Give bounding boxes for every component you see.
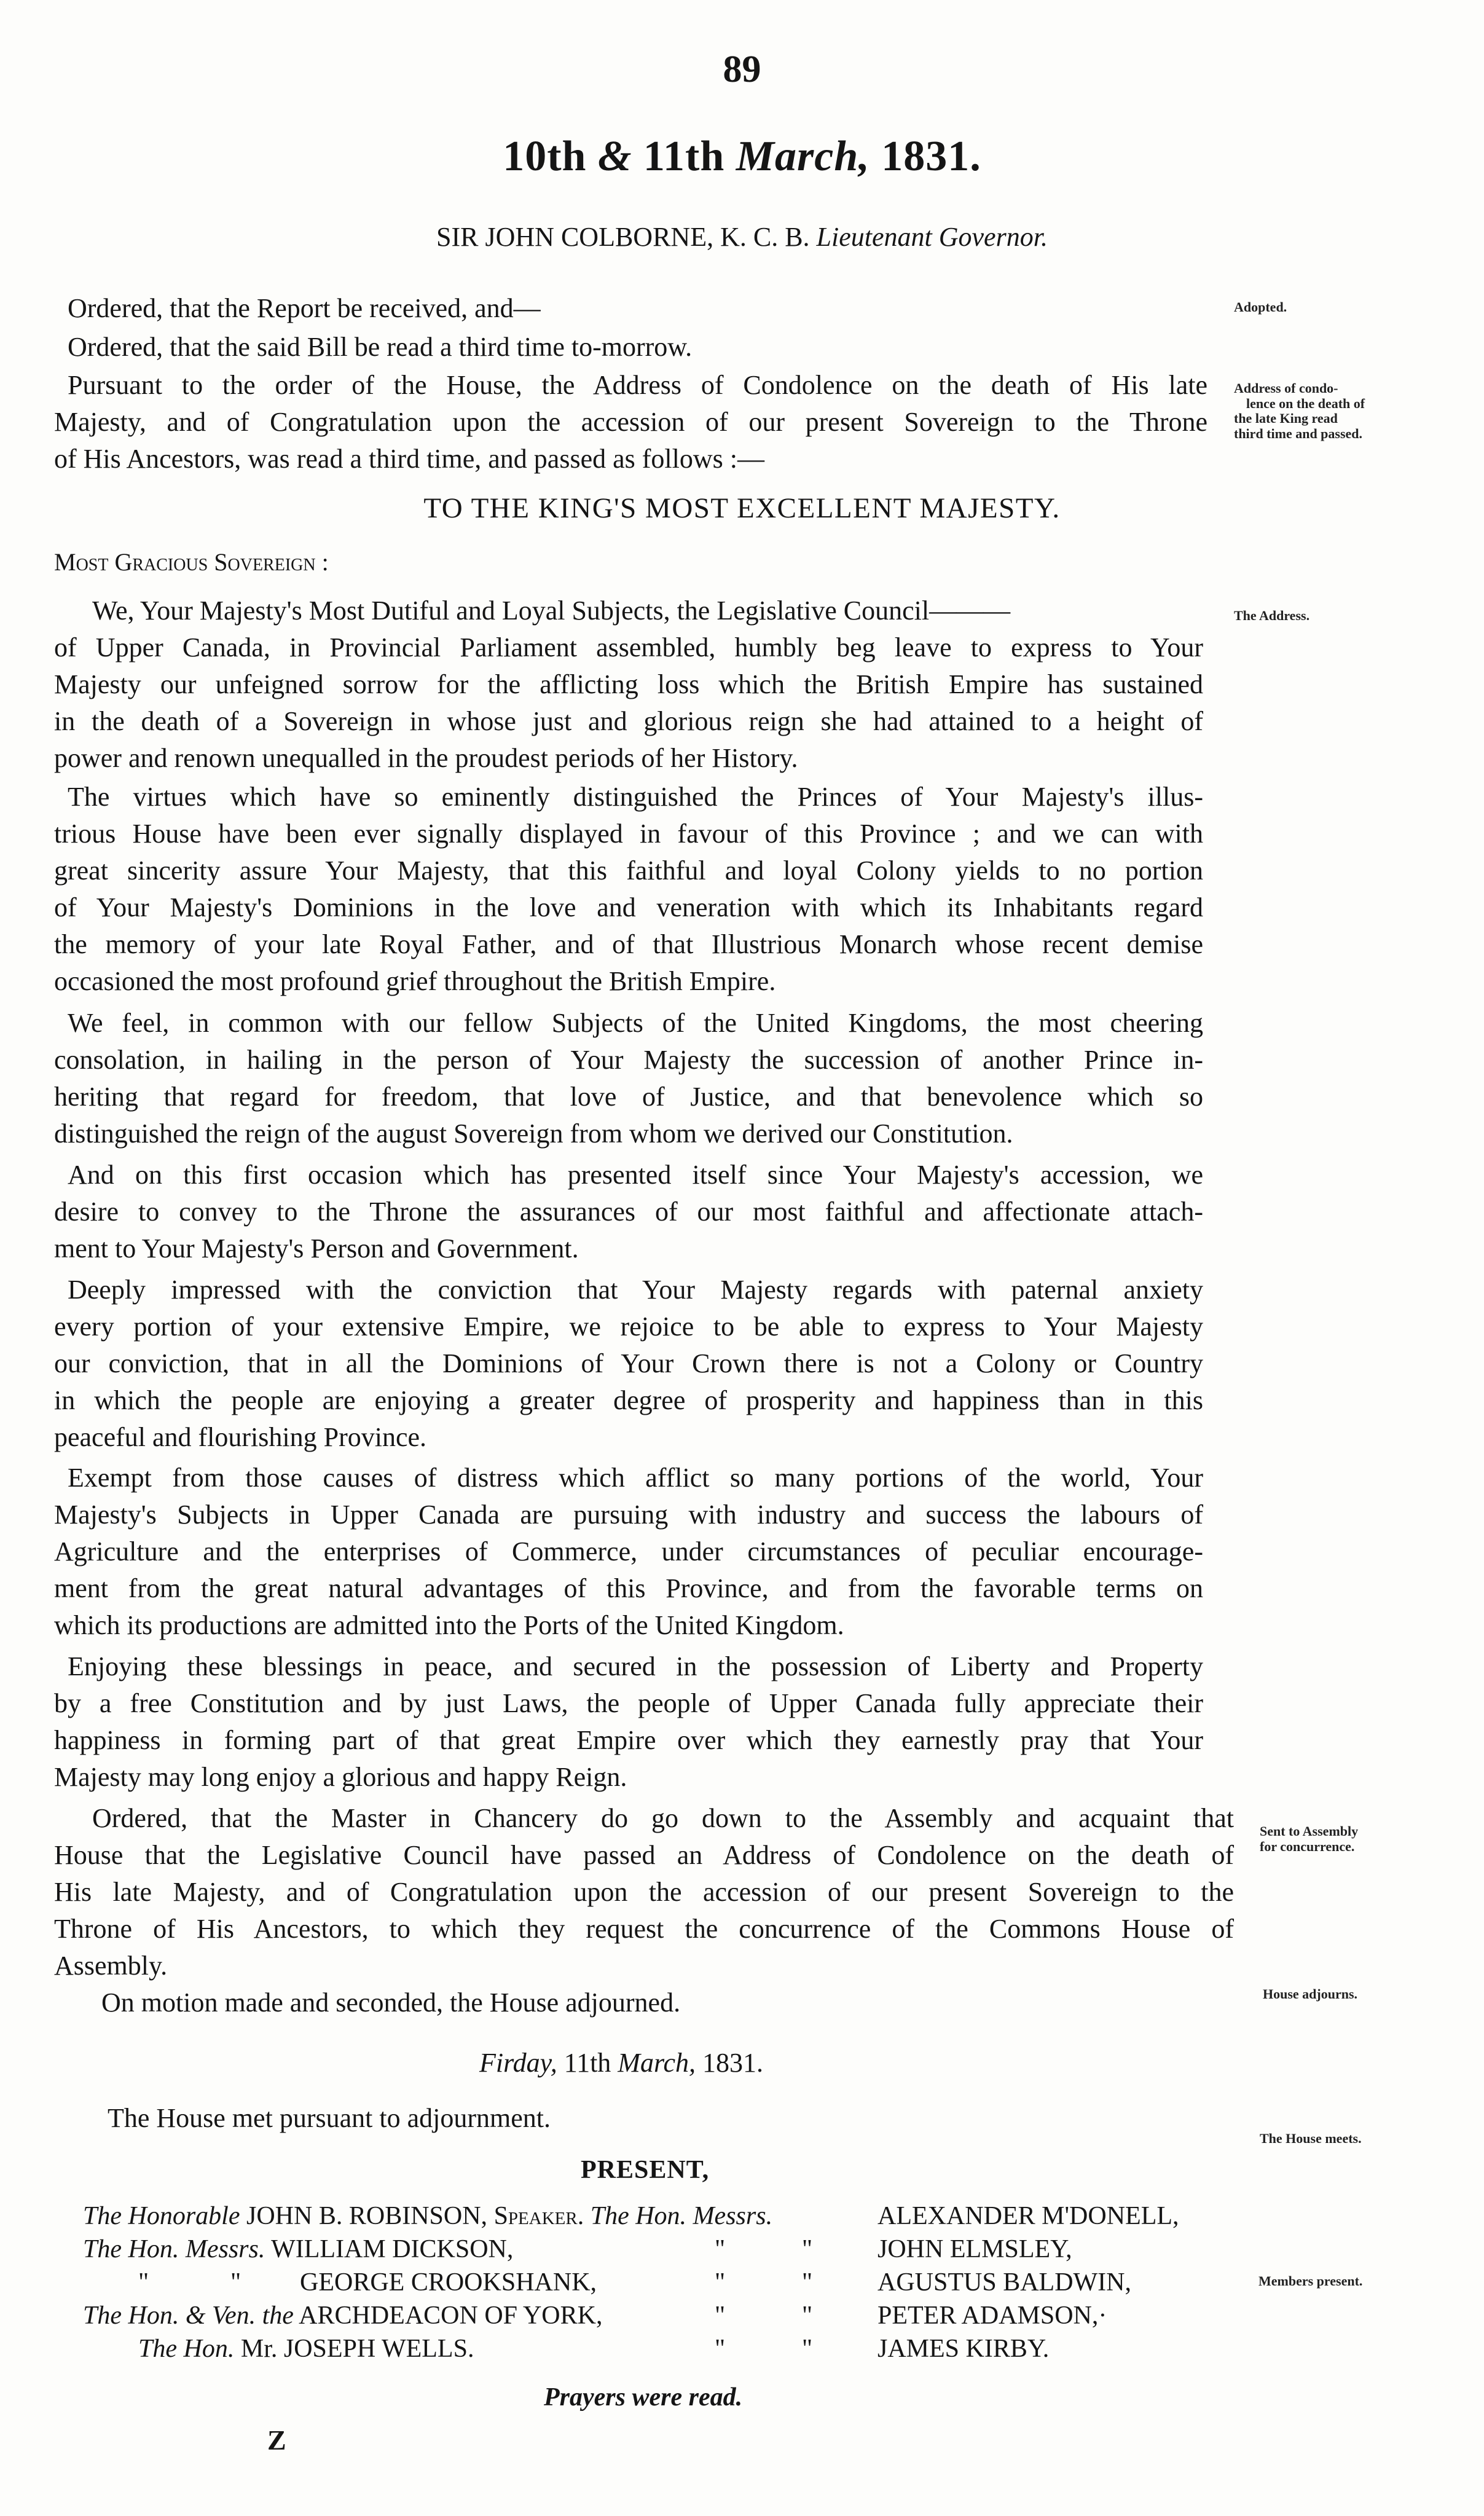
para6-line: Majesty's Subjects in Upper Canada are pursuing with industry and success the labours of [54, 1500, 1203, 1530]
ditto-mark: " [802, 2335, 813, 2363]
para7-line: Majesty may long enjoy a glorious and happy Reign. [54, 1762, 627, 1792]
margin-line: Sent to Assembly [1260, 1823, 1359, 1839]
member-prefix: Messrs. [185, 2235, 265, 2263]
margin-the-address: The Address. [1234, 608, 1310, 623]
member-right-3: AGUSTUS BALDWIN, [877, 2268, 1131, 2297]
governor-title: Lieutenant Governor. [816, 222, 1048, 252]
member-row-2 [83, 2235, 513, 2264]
member-row-1 [83, 2201, 772, 2231]
para7-line: by a free Constitution and by just Laws, the people of Upper Canada fully appreciate their [54, 1688, 1203, 1718]
adjourned-line: On motion made and seconded, the House adjourned. [101, 1987, 681, 2018]
speaker-label: Speaker. [493, 2202, 584, 2230]
para2-line: great sincerity assure Your Majesty, that this faithful and loyal Colony yields to no portion [54, 855, 1203, 886]
member-name: WILLIAM DICKSON, [271, 2235, 514, 2263]
member-prefix: Messrs. [693, 2202, 773, 2230]
ditto-mark: " [715, 2268, 726, 2297]
para4-line: And on this first occasion which has presented itself since Your Majesty's accession, we [68, 1160, 1203, 1190]
house-met-line: The House met pursuant to adjournment. [108, 2103, 551, 2133]
member-prefix: The Hon. & Ven. the [83, 2302, 294, 2330]
member-prefix: The Honorable [83, 2202, 240, 2230]
para3-line: heriting that regard for freedom, that love of Justice, and that benevolence which so [54, 1082, 1203, 1112]
pursuant-line-2: Majesty, and of Congratulation upon the accession of our present Sovereign to the Throne [54, 407, 1207, 437]
member-prefix: The Hon. [590, 2202, 687, 2230]
ditto-mark: " [138, 2268, 149, 2297]
prayers-line: Prayers were read. [544, 2383, 743, 2412]
member-row-5 [138, 2334, 474, 2364]
para4-line: desire to convey to the Throne the assurances of our most faithful and affectionate attach- [54, 1197, 1203, 1227]
ditto-mark: " [802, 2268, 813, 2297]
margin-house-adjourns: House adjourns. [1263, 1986, 1358, 2002]
para8-line: Ordered, that the Master in Chancery do go down to the Assembly and acquaint that [92, 1803, 1234, 1833]
para7-line: Enjoying these blessings in peace, and secured in the possession of Liberty and Property [68, 1651, 1203, 1681]
member-prefix: The Hon. [138, 2335, 235, 2363]
margin-members-present: Members present. [1258, 2273, 1363, 2289]
para5-line: every portion of your extensive Empire, we rejoice to be able to express to Your Majesty [54, 1311, 1203, 1342]
member-right-2: JOHN ELMSLEY, [877, 2235, 1072, 2263]
member-row-3: GEORGE CROOKSHANK, [300, 2268, 597, 2297]
para1-line: in the death of a Sovereign in whose just and glorious reign she had attained to a height of [54, 706, 1203, 736]
heading-month: March, [736, 133, 870, 180]
ditto-mark: " [715, 2335, 726, 2363]
second-date [479, 2050, 763, 2077]
member-right-1: ALEXANDER M'DONELL, [877, 2202, 1179, 2230]
pursuant-line-1: Pursuant to the order of the House, the Address of Condolence on the death of His late [68, 370, 1207, 400]
heading-year: 1831. [881, 133, 981, 180]
ditto-mark: " [802, 2302, 813, 2330]
member-name: JOHN B. ROBINSON, [246, 2202, 488, 2230]
para3-line: We feel, in common with our fellow Subjects of the United Kingdoms, the most cheering [68, 1008, 1203, 1038]
date2-day: Firday, [479, 2048, 557, 2078]
para6-line: Exempt from those causes of distress which afflict so many portions of the world, Your [68, 1463, 1203, 1493]
ditto-mark: " [715, 2235, 726, 2263]
pursuant-line-3: of His Ancestors, was read a third time, and passed as follows :— [54, 444, 764, 474]
governor-line [0, 221, 1484, 253]
para1-line: power and renown unequalled in the proudest periods of her History. [54, 743, 798, 773]
page-number: 89 [723, 49, 761, 90]
signature-mark: Z [267, 2424, 286, 2456]
margin-house-meets: The House meets. [1260, 2131, 1362, 2146]
para8-line: His late Majesty, and of Congratulation upon the accession of our present Sovereign to the [54, 1877, 1234, 1907]
para2-line: The virtues which have so eminently distinguished the Princes of Your Majesty's illus- [68, 782, 1203, 812]
para8-line: Assembly. [54, 1951, 168, 1981]
para2-line: the memory of your late Royal Father, and of that Illustrious Monarch whose recent demise [54, 929, 1203, 959]
member-name: Mr. JOSEPH WELLS. [240, 2335, 474, 2363]
governor-name: SIR JOHN COLBORNE, K. C. B. [436, 222, 810, 252]
salutation: Most Gracious Sovereign : [54, 548, 329, 576]
member-right-5: JAMES KIRBY. [877, 2335, 1050, 2363]
order-report: Ordered, that the Report be received, and— [68, 293, 541, 323]
margin-line: third time and passed. [1234, 425, 1363, 441]
heading-amp: & [597, 133, 632, 180]
para5-line: peaceful and flourishing Province. [54, 1422, 427, 1452]
para2-line: occasioned the most profound grief throughout the British Empire. [54, 966, 776, 996]
margin-sent-assembly [1260, 1824, 1358, 1854]
para3-line: distinguished the reign of the august Sovereign from whom we derived our Constitution. [54, 1118, 1013, 1149]
para4-line: ment to Your Majesty's Person and Government. [54, 1233, 579, 1264]
member-name: ARCHDEACON OF YORK, [299, 2302, 603, 2330]
member-right-4: PETER ADAMSON,· [877, 2302, 1107, 2330]
member-prefix: The Hon. [83, 2235, 179, 2263]
member-row-4 [83, 2301, 602, 2330]
ditto-mark: " [802, 2235, 813, 2263]
ditto-mark: " [715, 2302, 726, 2330]
date2-month: March, [618, 2048, 696, 2078]
date2-year: 1831. [702, 2048, 763, 2078]
margin-address-condolence [1234, 381, 1412, 442]
para3-line: consolation, in hailing in the person of Your Majesty the succession of another Prince in- [54, 1045, 1203, 1075]
ditto-mark: " [230, 2268, 241, 2297]
address-title: TO THE KING'S MOST EXCELLENT MAJESTY. [423, 492, 1061, 524]
heading-day1: 10th [503, 133, 587, 180]
date2-num: 11th [563, 2048, 611, 2078]
para1-line: of Upper Canada, in Provincial Parliament assembled, humbly beg leave to express to Your [54, 632, 1203, 662]
para2-line: of Your Majesty's Dominions in the love and veneration with which its Inhabitants regard [54, 892, 1203, 922]
para1-line: Majesty our unfeigned sorrow for the afflicting loss which the British Empire has sustained [54, 669, 1203, 699]
para6-line: Agriculture and the enterprises of Commerce, under circumstances of peculiar encourage- [54, 1536, 1203, 1567]
margin-line: for concurrence. [1260, 1838, 1355, 1854]
para2-line: trious House have been ever signally displayed in favour of this Province ; and we can with [54, 819, 1203, 849]
para6-line: ment from the great natural advantages of this Province, and from the favorable terms on [54, 1573, 1203, 1603]
para6-line: which its productions are admitted into the Ports of the United Kingdom. [54, 1610, 844, 1640]
heading-day2: 11th [643, 133, 725, 180]
para5-line: in which the people are enjoying a greater degree of prosperity and happiness than in this [54, 1385, 1203, 1415]
margin-line: Address of condo- [1234, 380, 1338, 396]
para1-line: We, Your Majesty's Most Dutiful and Loyal Subjects, the Legislative Council——— [92, 596, 1011, 626]
order-bill: Ordered, that the said Bill be read a third time to-morrow. [68, 332, 693, 362]
page-heading [0, 132, 1484, 181]
para5-line: Deeply impressed with the conviction that Your Majesty regards with paternal anxiety [68, 1275, 1203, 1305]
present-heading: PRESENT, [581, 2156, 710, 2184]
margin-line: the late King read [1234, 411, 1338, 427]
para8-line: House that the Legislative Council have passed an Address of Condolence on the death of [54, 1840, 1234, 1870]
margin-adopted: Adopted. [1234, 299, 1287, 315]
margin-line: lence on the death of [1246, 395, 1365, 411]
para5-line: our conviction, that in all the Dominions of Your Crown there is not a Colony or Country [54, 1348, 1203, 1378]
para7-line: happiness in forming part of that great Empire over which they earnestly pray that Your [54, 1725, 1203, 1755]
para8-line: Throne of His Ancestors, to which they request the concurrence of the Commons House of [54, 1914, 1234, 1944]
